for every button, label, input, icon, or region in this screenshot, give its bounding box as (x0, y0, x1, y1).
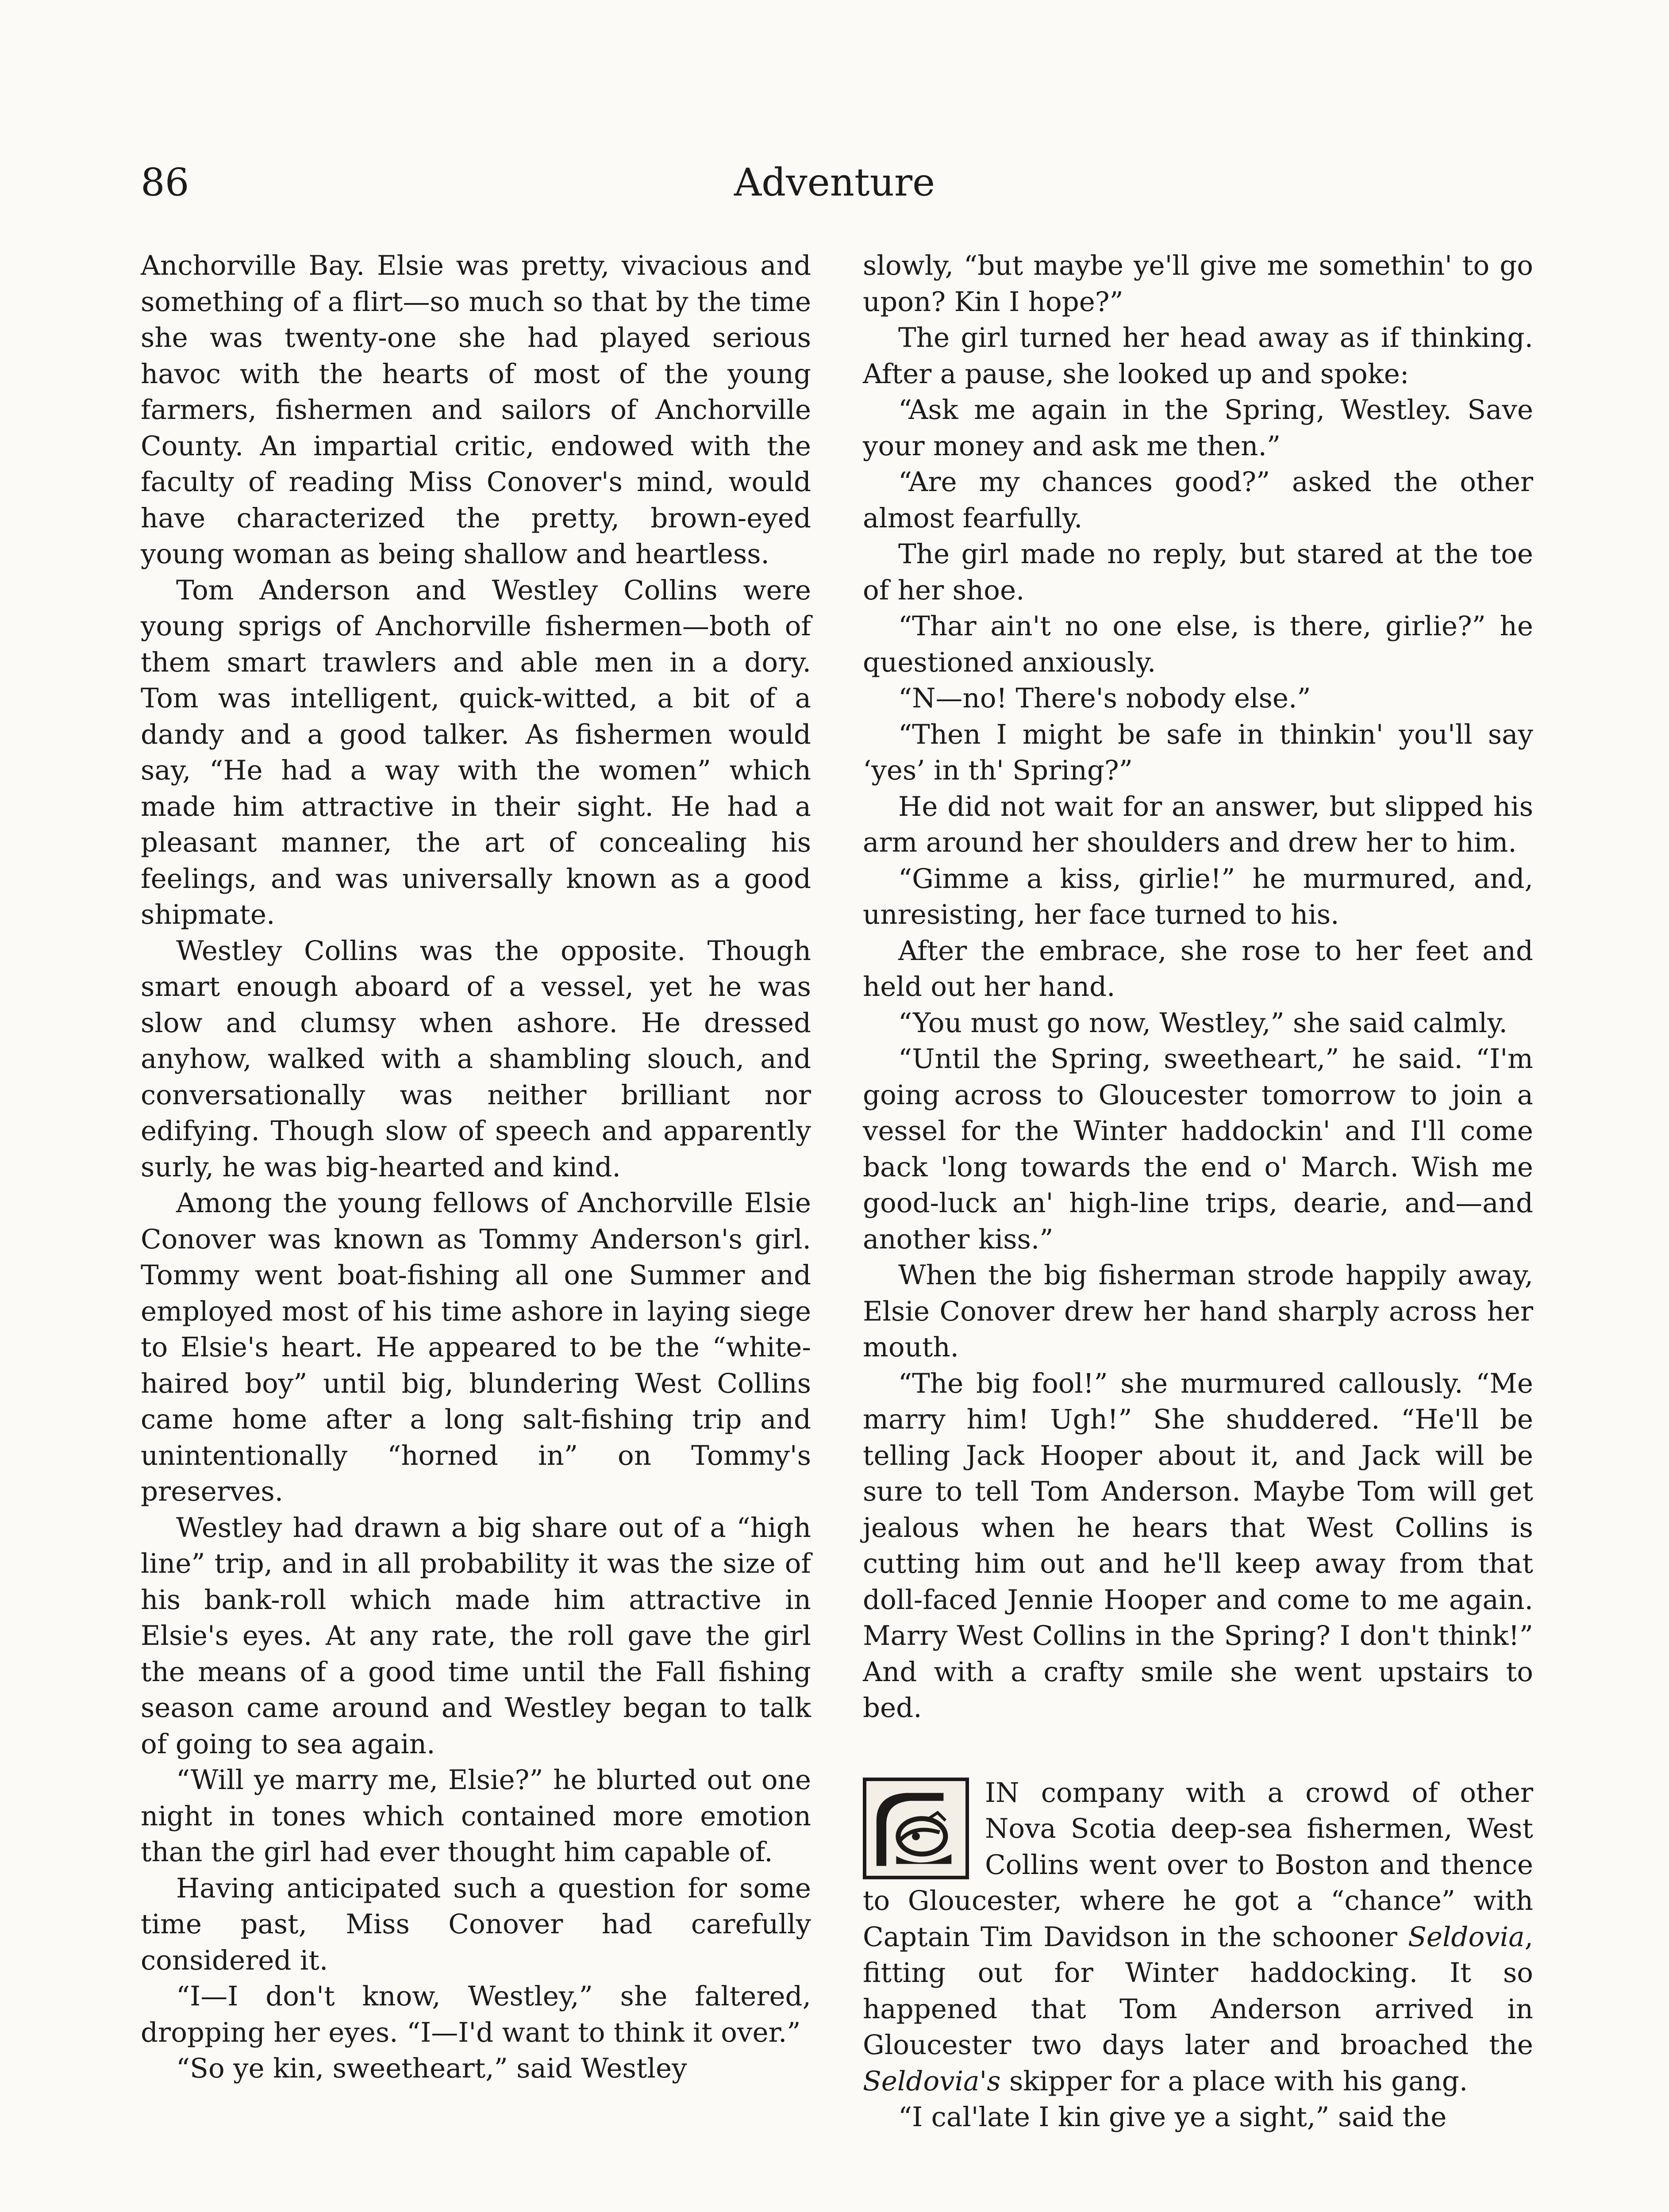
paragraph: “The big fool!” she murmured callously. “Me marry him! Ugh!” She shuddered. “He'll be telling Jack Hooper about it, and Jack will be sure to tell Tom Anderson. Maybe Tom will get jealous when he hears that West Collins is cutting him out and he'll keep away from that doll-faced Jennie Hooper and come to me again. Marry West Collins in the Spring? I don't think!” And with a crafty smile she went upstairs to bed. (863, 1367, 1533, 1724)
paragraph: slowly, “but maybe ye'll give me somethin' to go upon? Kin I hope?” (863, 250, 1533, 318)
illustrated-initial-icon (863, 1778, 969, 1879)
right-column (863, 248, 1533, 2135)
text-run: , fitting out for Winter haddocking. It so happened that Tom Anderson arrived in Gloucester two days later and broached the (863, 1921, 1533, 2061)
paragraph: “Will ye marry me, Elsie?” he blurted out one night in tones which contained more emotion than the girl had ever thought him capable of. (141, 1764, 811, 1868)
page-number: 86 (141, 161, 189, 205)
paragraph: When the big fisherman strode happily away, Elsie Conover drew her hand sharply across her mouth. (863, 1260, 1533, 1363)
paragraph: “N—no! There's nobody else.” (898, 683, 1311, 714)
ship-name: Seldovia (1408, 1921, 1525, 1953)
paragraph: Tom Anderson and Westley Collins were young sprigs of Anchorville fishermen—both of them smart trawlers and able men in a dory. Tom was intelligent, quick-witted, a bit of a dandy and a good talker. As fishermen would say, “He had a way with the women” which made him attractive in their sight. He had a pleasant manner, the art of concealing his feelings, and was universally known as a good shipmate. (141, 574, 811, 930)
left-column (141, 248, 811, 2087)
paragraph: The girl turned her head away as if thinking. After a pause, she looked up and spoke: (863, 322, 1533, 390)
paragraph: Westley Collins was the opposite. Though smart enough aboard of a vessel, yet he was slow and clumsy when ashore. He dressed anyhow, walked with a shambling slouch, and conversationally was neither brilliant nor edifying. Though slow of speech and apparently surly, he was big-hearted and kind. (141, 935, 811, 1183)
paragraph: The girl made no reply, but stared at the toe of her shoe. (863, 538, 1533, 606)
paragraph: He did not wait for an answer, but slipped his arm around her shoulders and drew her to him. (863, 791, 1533, 858)
paragraph: Westley had drawn a big share out of a “high line” trip, and in all probability it was the size of his bank-roll which made him attractive in Elsie's eyes. At any rate, the roll gave the girl the means of a good time until the Fall fishing season came around and Westley began to talk of going to sea again. (141, 1512, 811, 1760)
text-run: skipper for a place with his gang. (1000, 2065, 1468, 2097)
paragraph: “Thar ain't no one else, is there, girlie?” he questioned anxiously. (863, 611, 1533, 678)
paragraph: “Then I might be safe in thinkin' you'll say ‘yes’ in th' Spring?” (863, 718, 1533, 786)
paragraph: “So ye kin, sweetheart,” said Westley (176, 2053, 687, 2084)
paragraph: “Gimme a kiss, girlie!” he murmured, and, unresisting, her face turned to his. (863, 863, 1533, 930)
paragraph: “You must go now, Westley,” she said calmly. (898, 1007, 1507, 1039)
section-break (863, 1726, 1533, 1775)
paragraph: “I—I don't know, Westley,” she faltered, dropping her eyes. “I—I'd want to think it over.” (141, 1981, 811, 2048)
paragraph: After the embrace, she rose to her feet and held out her hand. (863, 935, 1533, 1002)
paragraph: “Are my chances good?” asked the other almost fearfully. (863, 466, 1533, 534)
paragraph: Among the young fellows of Anchorville Elsie Conover was known as Tommy Anderson's girl. Tommy went boat-fishing all one Summer and employed most of his time ashore in laying siege to Elsie's heart. He appeared to be the “white-haired boy” until big, blundering West Collins came home after a long salt-fishing trip and unintentionally “horned in” on Tommy's preserves. (141, 1187, 811, 1507)
paragraph: “Ask me again in the Spring, Westley. Save your money and ask me then.” (863, 394, 1533, 462)
paragraph: Anchorville Bay. Elsie was pretty, vivacious and something of a flirt—so much so that by the time she was twenty-one she had played serious havoc with the hearts of most of the young farmers, fishermen and sailors of Anchorville County. An impartial critic, endowed with the faculty of reading Miss Conover's mind, would have characterized the pretty, brown-eyed young woman as being shallow and heartless. (141, 250, 811, 570)
paragraph: “Until the Spring, sweetheart,” he said. “I'm going across to Gloucester tomorrow to join a vessel for the Winter haddockin' and I'll come back 'long towards the end o' March. Wish me good-luck an' high-line trips, dearie, and—and another kiss.” (863, 1043, 1533, 1255)
running-title: Adventure (734, 161, 935, 205)
ship-name: Seldovia's (863, 2065, 1001, 2097)
text-run: IN company with a crowd of other Nova Scotia deep-sea fishermen, West Collins went over to Boston and thence to Gloucester, where he got a “chance” with Captain Tim Davidson in the schooner (863, 1777, 1533, 1953)
paragraph: “I cal'late I kin give ye a sight,” said the (898, 2101, 1447, 2133)
paragraph: Having anticipated such a question for some time past, Miss Conover had carefully considered it. (141, 1872, 811, 1976)
